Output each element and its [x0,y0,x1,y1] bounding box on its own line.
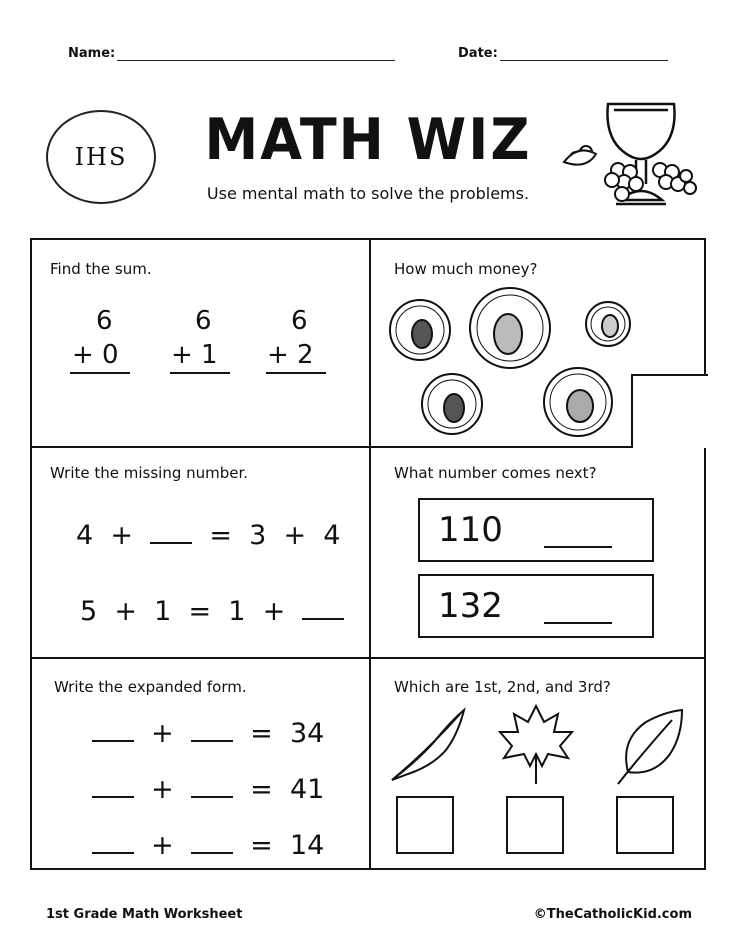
next-box-1-value: 110 [438,510,503,550]
quarter-coin [470,288,550,368]
missing-row-1-blank[interactable] [150,522,192,544]
sum-section-label: Find the sum. [50,260,152,278]
leaf-icon [616,706,688,786]
order-answer-box-2[interactable] [506,796,564,854]
expanded-row-1-blank-1[interactable] [92,720,134,742]
expanded-row-1-blank-2[interactable] [191,720,233,742]
expanded-row-3-blank-2[interactable] [191,832,233,854]
expanded-row-2-blank-1[interactable] [92,776,134,798]
next-box-2 [418,574,654,638]
name-label: Name: [68,46,116,61]
money-answer-box[interactable] [631,374,708,448]
grid-divider-horizontal-1 [32,446,704,448]
expanded-row-1 [92,718,324,749]
dime-coin [586,302,630,346]
sum-2-bottom: + 1 [171,340,218,370]
money-section-label: How much money? [394,260,538,278]
missing-row-1-right: = 3 + 4 [209,520,341,551]
name-field[interactable] [68,46,395,61]
next-box-2-value: 132 [438,586,503,626]
expanded-row-3-blank-1[interactable] [92,832,134,854]
missing-row-2 [80,596,344,627]
expanded-row-1-equals: = [250,718,273,749]
expanded-row-2 [92,774,324,805]
next-box-1 [418,498,654,562]
next-section-label: What number comes next? [394,464,597,482]
missing-row-1-left: 4 + [76,520,133,551]
feather-icon [388,704,468,784]
footer-right: ©TheCatholicKid.com [533,907,692,922]
sum-3-bottom: + 2 [267,340,314,370]
chalice-grapes-icon [556,100,698,212]
expanded-section-label: Write the expanded form. [54,678,247,696]
missing-row-2-blank[interactable] [302,598,344,620]
expanded-row-2-blank-2[interactable] [191,776,233,798]
missing-row-2-left: 5 + 1 = 1 + [80,596,286,627]
worksheet-grid [30,238,706,870]
grid-divider-vertical [369,240,371,868]
date-field[interactable] [458,46,668,61]
order-answer-box-3[interactable] [616,796,674,854]
nickel-coin [544,368,612,436]
expanded-row-3 [92,830,324,861]
ihs-logo-text: IHS [74,143,128,171]
sum-1-top: 6 [96,306,113,336]
grid-divider-horizontal-2 [32,657,704,659]
expanded-row-3-equals: = [250,830,273,861]
name-line[interactable] [117,47,395,61]
missing-section-label: Write the missing number. [50,464,249,482]
footer-left: 1st Grade Math Worksheet [46,907,243,922]
sum-2-top: 6 [195,306,212,336]
sum-1-answer-line[interactable] [70,372,130,374]
sum-3-answer-line[interactable] [266,372,326,374]
expanded-row-1-plus: + [151,718,174,749]
page-title: MATH WIZ [204,106,532,173]
expanded-row-3-plus: + [151,830,174,861]
expanded-row-2-result: 41 [289,774,325,805]
maple-leaf-icon [496,702,576,786]
sum-2-answer-line[interactable] [170,372,230,374]
next-box-2-answer-line[interactable] [544,622,612,624]
instructions: Use mental math to solve the problems. [206,184,530,203]
sum-3-top: 6 [291,306,308,336]
date-line[interactable] [500,47,668,61]
expanded-row-2-equals: = [250,774,273,805]
expanded-row-3-result: 14 [289,830,325,861]
sum-1-bottom: + 0 [72,340,119,370]
penny-coin-2 [422,374,482,434]
missing-row-1 [76,520,340,551]
date-label: Date: [458,46,498,61]
order-section-label: Which are 1st, 2nd, and 3rd? [394,678,611,696]
penny-coin [390,300,450,360]
expanded-row-2-plus: + [151,774,174,805]
next-box-1-answer-line[interactable] [544,546,612,548]
order-answer-box-1[interactable] [396,796,454,854]
expanded-row-1-result: 34 [289,718,325,749]
